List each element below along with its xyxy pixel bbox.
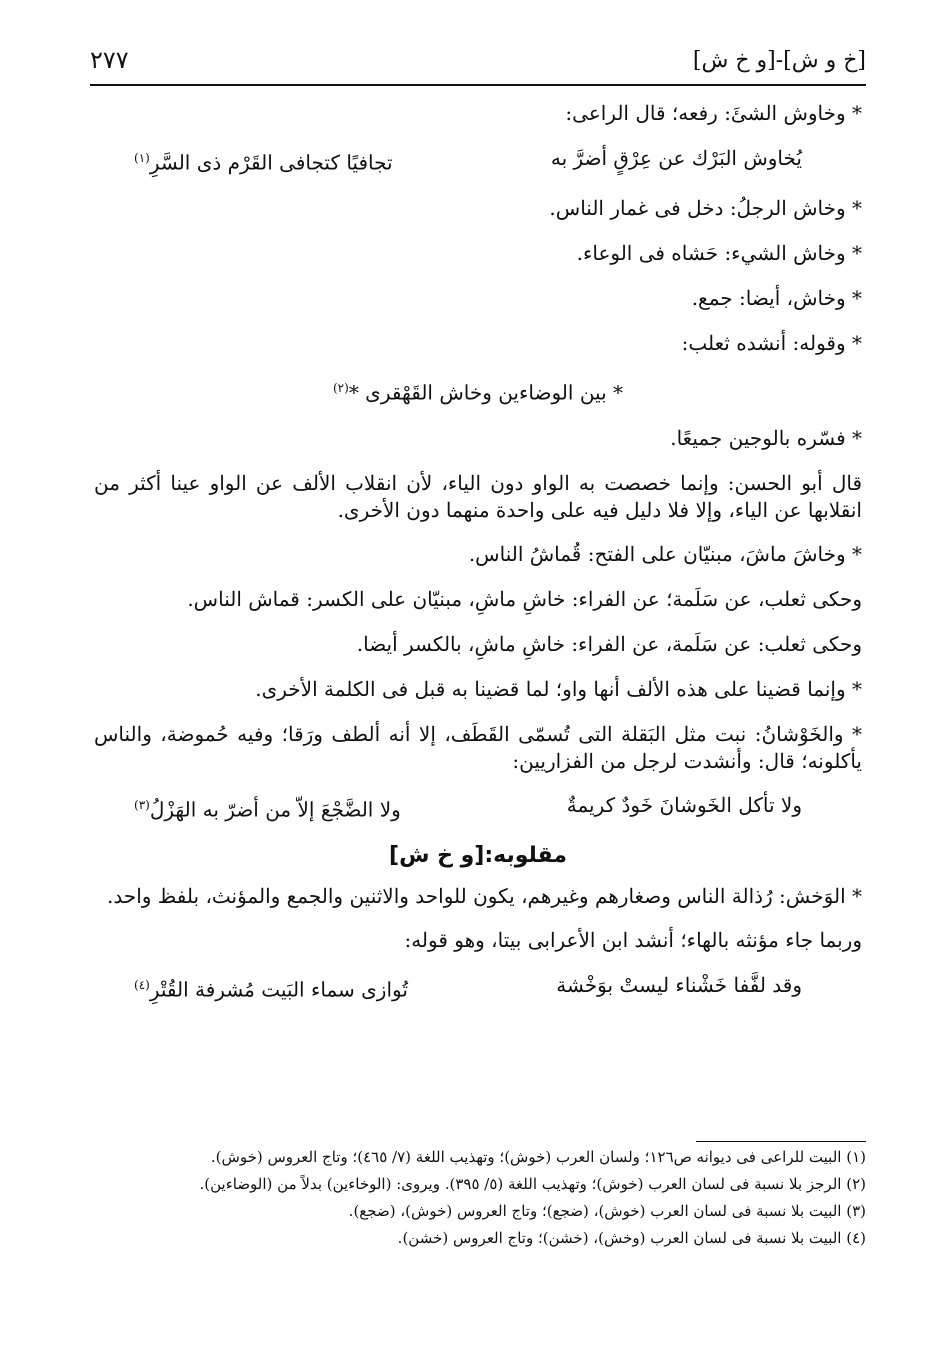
page-number: ٢٧٧ — [90, 46, 129, 74]
verse-second-hemistich — [134, 145, 393, 177]
root-range: [خ و ش]-[و خ ش] — [692, 48, 866, 73]
page-header — [90, 44, 866, 86]
verse-text: ولا الضَّجْعَ إلاّ من أضرّ به الهَزْلُ — [149, 797, 401, 822]
entry-line: * وإنما قضينا على هذه الألف أنها واو؛ لما قضينا به قبل فى الكلمة الأخرى. — [255, 677, 862, 701]
entry-line: وحكى ثعلب: عن سَلَمة، عن الفراء: خاشِ ماشِ، بالكسر أيضا. — [356, 632, 862, 656]
footnote-divider — [696, 1141, 866, 1142]
entry-line: * وخاوش الشئَ: رفعه؛ قال الراعى: — [565, 101, 862, 125]
verse-first-hemistich: وقد لفَّفا خَشْناء ليستْ بوَخْشة — [556, 973, 802, 997]
footnote: (٢) الرجز بلا نسبة فى لسان العرب (خوش)؛ وتهذيب اللغة (٥/ ٣٩٥). ويروى: (الوخاءين) بدلاً من (الوضاءين). — [199, 1175, 866, 1193]
rajaz-verse — [94, 375, 862, 405]
verse-text: تُوازى سماء البَيت مُشرفة القُتْرِ — [149, 977, 408, 1002]
main-text — [94, 100, 862, 1022]
verse-second-hemistich — [134, 792, 401, 824]
paragraph: * والخَوْشانُ: نبت مثل البَقلة التى تُسمّى القَطَف، إلا أنه ألطف ورَقا؛ وفيه حُموضة، والناس يأكلونه؛ قال: وأنشدت لرجل من الفزاريين: — [94, 722, 862, 773]
verse — [94, 145, 862, 175]
footnote-marker: (٢) — [332, 381, 349, 395]
verse-second-hemistich — [134, 972, 408, 1004]
verse-text: * بين الوضاءين وخاش القَهْقرى * — [348, 380, 624, 405]
verse — [94, 792, 862, 822]
footnote-marker: (٤) — [134, 978, 150, 992]
paragraph: قال أبو الحسن: وإنما خصصت به الواو دون الياء، لأن انقلاب الألف عن الواو عينا أكثر من انقلابها عن الياء، وإلا فلا دليل فيه على واحدة منهما دون الأخرى. — [94, 471, 862, 522]
footnote: (٤) البيت بلا نسبة فى لسان العرب (وخش)، (خشن)؛ وتاج العروس (خشن). — [397, 1229, 866, 1247]
footnotes — [94, 1146, 866, 1254]
paragraph: * الوَخش: رُذالة الناس وصغارهم وغيرهم، يكون للواحد والاثنين والجمع والمؤنث، بلفظ واحد. — [107, 884, 862, 908]
verse-first-hemistich: يُخاوش البَرْك عن عِرْقٍ أضرَّ به — [550, 146, 802, 170]
entry-line: وحكى ثعلب، عن سَلَمة؛ عن الفراء: خاشِ ماشِ، مبنيّان على الكسر: قماش الناس. — [187, 587, 862, 611]
entry-line: * وخاش الرجلُ: دخل فى غمار الناس. — [549, 196, 862, 220]
entry-line: * فسّره بالوجين جميعًا. — [670, 426, 862, 450]
verse — [94, 972, 862, 1002]
entry-line: * وخاش، أيضا: جمع. — [691, 286, 862, 310]
section-heading: مقلوبه:[و خ ش] — [389, 843, 567, 868]
entry-line: * وخاش الشيء: حَشاه فى الوعاء. — [576, 241, 862, 265]
entry-line: وربما جاء مؤنثه بالهاء؛ أنشد ابن الأعرابى بيتا، وهو قوله: — [404, 928, 862, 952]
verse-first-hemistich: ولا تأكل الخَوشانَ خَودٌ كريمةٌ — [566, 793, 802, 817]
entry-line: * وقوله: أنشده ثعلب: — [681, 331, 862, 355]
entry-line: * وخاشَ ماشَ، مبنيّان على الفتح: قُماشُ الناس. — [468, 542, 862, 566]
footnote-marker: (٣) — [134, 798, 150, 812]
footnote: (١) البيت للراعى فى ديوانه ص١٢٦؛ ولسان العرب (خوش)؛ وتهذيب اللغة (٧/ ٤٦٥)؛ وتاج العروس (خوش). — [210, 1148, 866, 1166]
footnote: (٣) البيت بلا نسبة فى لسان العرب (خوش)، (ضجع)؛ وتاج العروس (خوش)، (ضجع). — [348, 1202, 866, 1220]
footnote-marker: (١) — [134, 151, 150, 165]
verse-text: تجافيًا كتجافى القَرْم ذى السَّرِ — [149, 150, 393, 175]
